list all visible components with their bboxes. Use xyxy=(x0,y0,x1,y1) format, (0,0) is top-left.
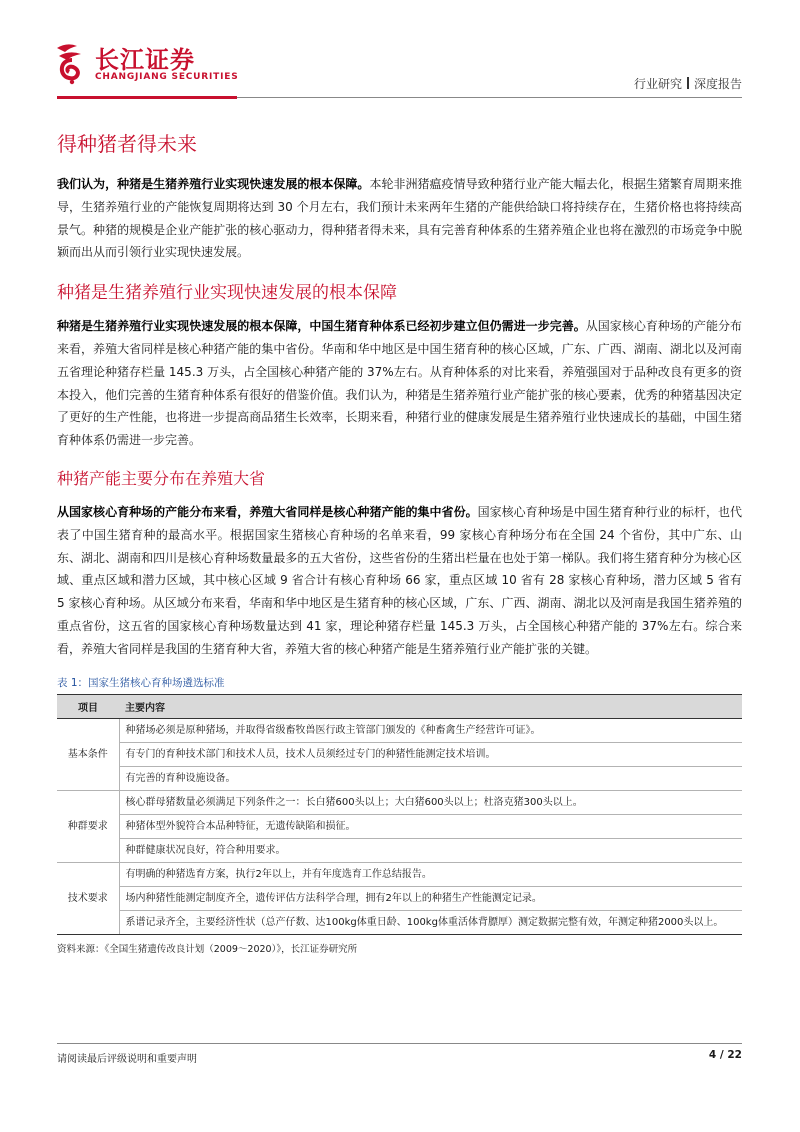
section-title-capacity-distribution: 种猪产能主要分布在养殖大省 xyxy=(57,468,266,488)
logo-mark-icon xyxy=(55,42,89,86)
section-title-future: 得种猪者得未来 xyxy=(57,132,197,156)
section-title-breeding-foundation: 种猪是生猪养殖行业实现快速发展的根本保障 xyxy=(57,283,397,304)
table-cell: 系谱记录齐全，主要经济性状（总产仔数、达100kg体重日龄、100kg体重活体背膘厚）测定数据完整有效，年测定种猪2000头以上。 xyxy=(119,910,742,934)
table-row xyxy=(57,718,742,742)
table-category-basic: 基本条件 xyxy=(57,718,119,790)
header-rule-accent xyxy=(57,96,237,99)
paragraph-body: 国家核心育种场是中国生猪育种行业的标杆，也代表了中国生猪育种的最高水平。根据国家生猪核心育种场的名单来看，99 家核心育种场分布在全国 24 个省份，其中广东、山东、湖北、湖南和四川是核心育种场数量最多的五大省份，这些省份的生猪出栏量在也处于第一梯队。我们将生猪育种分为核心区域、重点区域和潜力区域，其中核心区域 9 省合计有核心育种场 66 家，重点区域 10 省有 28 家核心育种场，潜力区域 5 省有 5 家核心育种场。从区域分布来看，华南和华中地区是生猪育种的核心区域，广东、广西、湖南、湖北以及河南是我国生猪养殖的重点省份，这五省的国家核心育种场数量达到 41 家，理论种猪存栏量 145.3 万头，占全国核心种猪产能的 37%左右。综合来看，养殖大省同样是我国的生猪育种大省，养殖大省的核心种猪产能是生猪养殖行业产能扩张的关键。 xyxy=(57,504,742,656)
paragraph-summary xyxy=(57,173,742,264)
table-row xyxy=(57,862,742,886)
table-cell: 有专门的育种技术部门和技术人员，技术人员须经过专门的种猪性能测定技术培训。 xyxy=(119,742,742,766)
logo-english-name: CHANGJIANG SECURITIES xyxy=(95,72,239,82)
table-source-note: 资料来源：《全国生猪遗传改良计划（2009～2020）》，长江证券研究所 xyxy=(57,943,358,955)
table-cell: 场内种猪性能测定制度齐全，遗传评估方法科学合理，拥有2年以上的种猪生产性能测定记录。 xyxy=(119,886,742,910)
company-logo xyxy=(55,40,255,90)
table-row xyxy=(57,742,742,766)
report-type-tags xyxy=(634,75,742,92)
page-number: 4 / 22 xyxy=(708,1049,742,1061)
paragraph-body: 本轮非洲猪瘟疫情导致种猪行业产能大幅去化，根据生猪繁育周期来推导，生猪养殖行业的产能恢复周期将达到 30 个月左右，我们预计未来两年生猪的产能供给缺口将持续存在，生猪价格也将持续高景气。种猪的规模是企业产能扩张的核心驱动力，得种猪者得未来，具有完善育种体系的生猪养殖企业也将在激烈的市场竞争中脱颖而出从而引领行业实现快速发展。 xyxy=(57,177,742,260)
table-row xyxy=(57,910,742,934)
table-row xyxy=(57,814,742,838)
selection-criteria-table xyxy=(57,694,742,935)
table-row xyxy=(57,838,742,862)
footer-disclaimer: 请阅读最后评级说明和重要声明 xyxy=(57,1054,197,1065)
logo-chinese-name: 长江证券 xyxy=(95,46,195,74)
paragraph-lead: 我们认为，种猪是生猪养殖行业实现快速发展的根本保障。 xyxy=(57,177,370,191)
tag-in-depth-report: 深度报告 xyxy=(693,77,742,91)
table-cell: 种猪体型外貌符合本品种特征，无遗传缺陷和损征。 xyxy=(119,814,742,838)
table-cell: 种猪场必须是原种猪场，并取得省级畜牧兽医行政主管部门颁发的《种畜禽生产经营许可证》。 xyxy=(119,718,742,742)
table-header-row xyxy=(57,694,742,718)
main-content xyxy=(57,128,742,955)
table-cell: 有明确的种猪选育方案，执行2年以上，并有年度选育工作总结报告。 xyxy=(119,862,742,886)
paragraph-lead: 种猪是生猪养殖行业实现快速发展的根本保障，中国生猪育种体系已经初步建立但仍需进一步完善。 xyxy=(57,319,586,334)
header-rule xyxy=(237,97,742,98)
table-row xyxy=(57,790,742,814)
footer-rule xyxy=(57,1043,742,1044)
page-header xyxy=(0,0,800,100)
table-cell: 核心群母猪数量必须满足下列条件之一：长白猪600头以上；大白猪600头以上；杜洛克猪300头以上。 xyxy=(119,790,742,814)
table-cell: 有完善的育种设施设备。 xyxy=(119,766,742,790)
paragraph-breeding-foundation xyxy=(57,315,742,452)
paragraph-body: 从国家核心育种场的产能分布来看，养殖大省同样是核心种猪产能的集中省份。华南和华中地区是中国生猪育种的核心区域，广东、广西、湖南、湖北以及河南五省理论种猪存栏量 145.3 万头，占全国核心种猪产能的 37%左右。从育种体系的对比来看，养殖强国对于品种改良有更多的资本投入，他们完善的生猪育种体系有很好的借鉴价值。我们认为，种猪是生猪养殖行业产能扩张的核心要素，优秀的种猪基因决定了更好的生产性能，也将进一步提高商品猪生长效率，长期来看，种猪行业的健康发展是生猪养殖行业快速成长的基础，中国生猪育种体系仍需进一步完善。 xyxy=(57,319,742,448)
table-category-technical: 技术要求 xyxy=(57,862,119,934)
tag-industry-research: 行业研究 xyxy=(633,77,682,91)
paragraph-lead: 从国家核心育种场的产能分布来看，养殖大省同样是核心种猪产能的集中省份。 xyxy=(57,504,478,519)
table-cell: 种群健康状况良好，符合种用要求。 xyxy=(119,838,742,862)
paragraph-capacity-distribution xyxy=(57,501,742,661)
table-header-content: 主要内容 xyxy=(119,694,742,718)
table-header-item: 项目 xyxy=(57,694,119,718)
table-row xyxy=(57,886,742,910)
table-category-herd: 种群要求 xyxy=(57,790,119,862)
tag-separator xyxy=(687,77,689,89)
table-row xyxy=(57,766,742,790)
table-title: 表 1：国家生猪核心育种场遴选标准 xyxy=(57,676,225,689)
